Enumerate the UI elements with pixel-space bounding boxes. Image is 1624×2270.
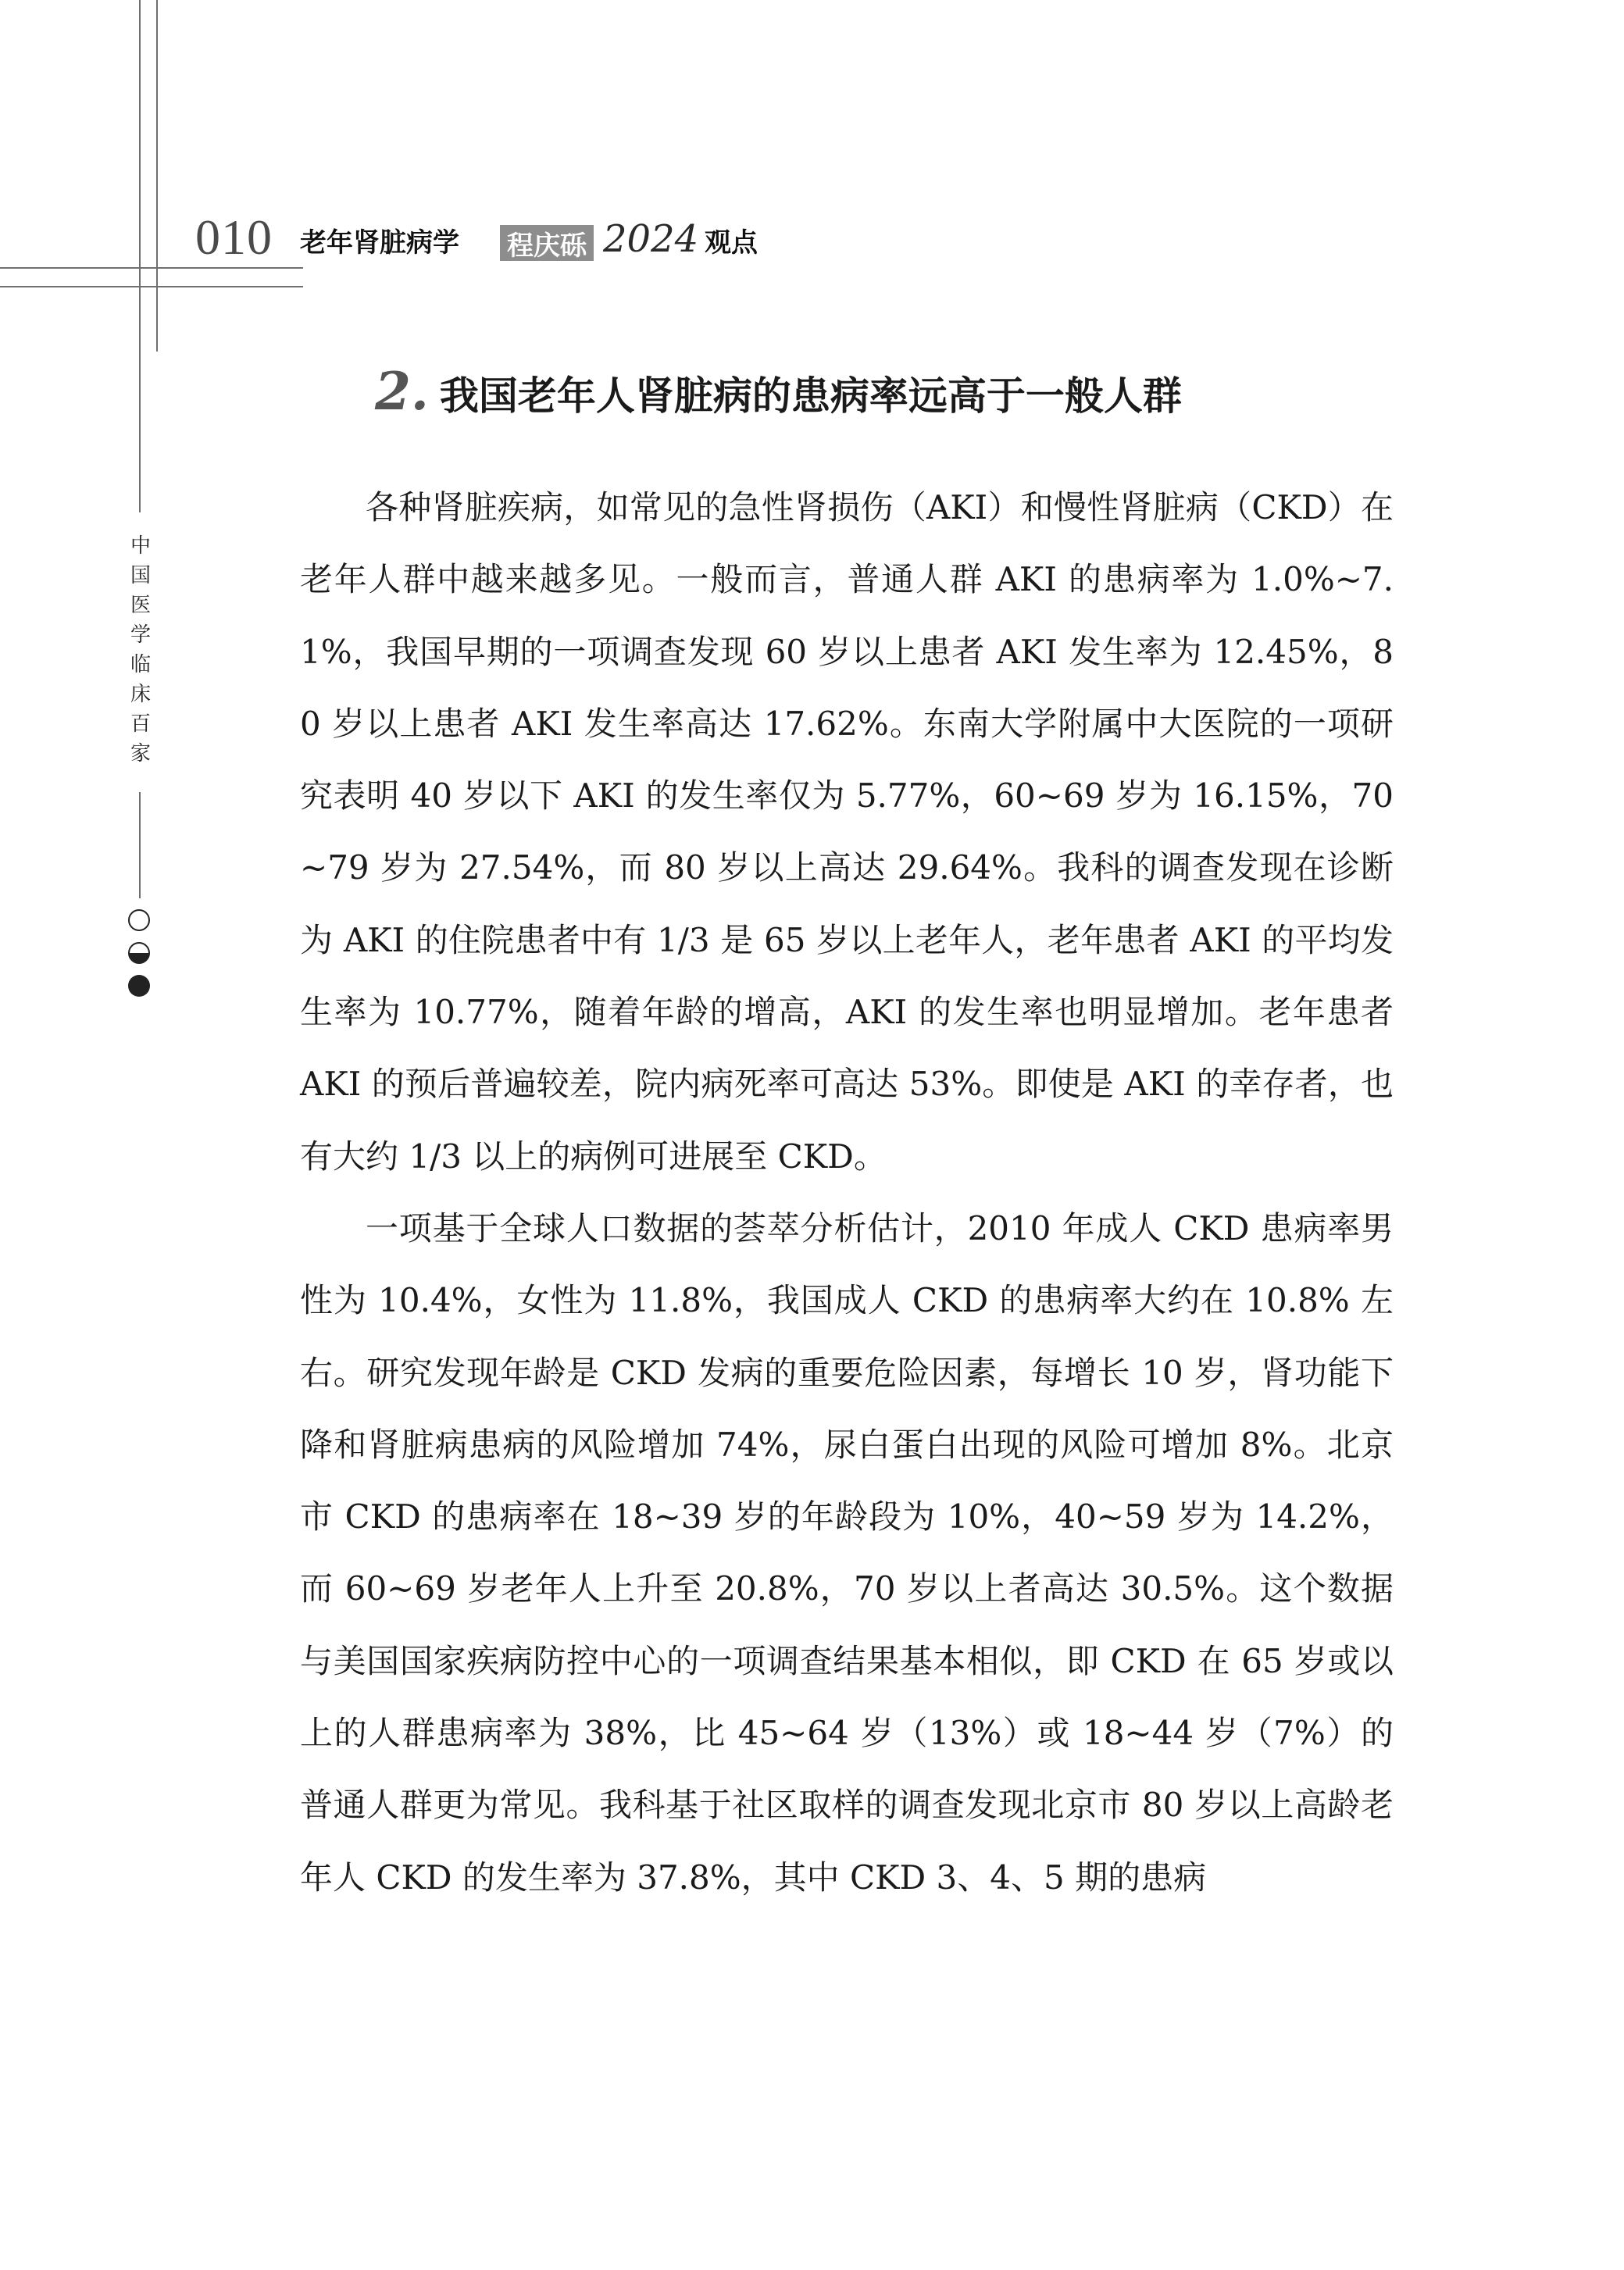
paragraph-ckd: 一项基于全球人口数据的荟萃分析估计，2010 年成人 CKD 患病率男性为 10.4%，女性为 11.8%，我国成人 CKD 的患病率大约在 10.8% 左右。研究发现年龄是 CKD 发病的重要危险因素，每增长 10 岁，肾功能下降和肾脏病患病的风险增加 74%，尿白蛋白出现的风险可增加 8%。北京市 CKD 的患病率在 18~39 岁的年龄段为 10%，40~59 岁为 14.2%，而 60~69 岁老年人上升至 20.8%，70 岁以上者高达 30.5%。这个数据与美国国家疾病防控中心的一项调查结果基本相似，即 CKD 在 65 岁或以上的人群患病率为 38%，比 45~64 岁（13%）或 18~44 岁（7%）的普通人群更为常见。我科基于社区取样的调查发现北京市 80 岁以上高龄老年人 CKD 的发生率为 37.8%，其中 CKD 3、4、5 期的患病 (300, 1208, 1394, 1897)
filled-circle-icon (128, 975, 150, 997)
side-divider-top (139, 484, 141, 512)
side-series-label: 中国医学临床百家 (130, 534, 151, 766)
page-number: 010 (195, 209, 273, 265)
paragraph-aki: 各种肾脏疾病，如常见的急性肾损伤（AKI）和慢性肾脏病（CKD）在老年人群中越来越多见。一般而言，普通人群 AKI 的患病率为 1.0%~7.1%，我国早期的一项调查发现 60 岁以上患者 AKI 发生率为 12.45%，80 岁以上患者 AKI 发生率高达 17.62%。东南大学附属中大医院的一项研究表明 40 岁以下 AKI 的发生率仅为 5.77%，60~69 岁为 16.15%，70~79 岁为 27.54%，而 80 岁以上高达 29.64%。我科的调查发现在诊断为 AKI 的住院患者中有 1/3 是 65 岁以上老年人，老年患者 AKI 的平均发生率为 10.77%，随着年龄的增高，AKI 的发生率也明显增加。老年患者 AKI 的预后普遍较差，院内病死率可高达 53%。即使是 AKI 的幸存者，也有大约 1/3 以上的病例可进展至 CKD。 (300, 488, 1394, 1176)
section-number: 2. (375, 361, 429, 422)
side-divider-middle (139, 792, 141, 898)
half-circle-icon (128, 942, 150, 964)
crop-line-horizontal-top (0, 267, 303, 269)
author-name: 程庆砾 (500, 225, 594, 261)
edition-year: 2024 (603, 217, 699, 261)
crop-line-vertical-right (156, 0, 158, 352)
empty-circle-icon (128, 909, 150, 931)
book-title-suffix: 观点 (705, 227, 758, 259)
section-title: 我国老年人肾脏病的患病率远高于一般人群 (439, 373, 1182, 419)
crop-line-vertical-left (139, 0, 141, 484)
body-text (300, 472, 1394, 1914)
crop-line-horizontal-bottom (0, 286, 303, 287)
section-heading (375, 361, 1182, 422)
book-title: 老年肾脏病学 (300, 227, 459, 259)
